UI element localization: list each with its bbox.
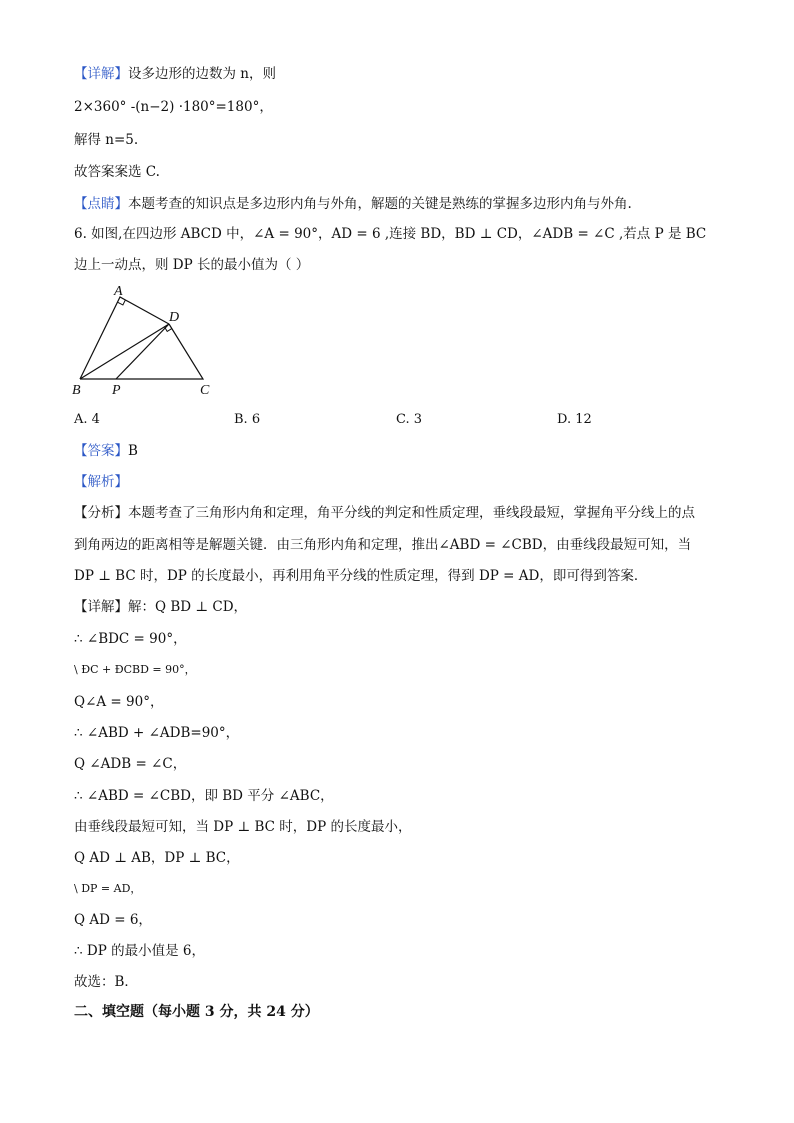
solution-step: ∴ ∠ABD = ∠CBD，即 BD 平分 ∠ABC， bbox=[74, 788, 334, 804]
label-D: D bbox=[169, 310, 180, 325]
label-B: B bbox=[72, 383, 81, 398]
solution-step: Q ∠ADB = ∠C， bbox=[74, 756, 187, 772]
solution-step: ∴ ∠ABD + ∠ADB=90°， bbox=[74, 725, 240, 741]
answer-line bbox=[74, 441, 138, 461]
solution-tag: 【详解】 bbox=[74, 599, 128, 615]
label-P: P bbox=[112, 383, 121, 398]
solution-step: ∴ ∠BDC = 90°， bbox=[74, 631, 187, 647]
answer-text: B bbox=[128, 443, 138, 459]
detail-text: 设多边形的边数为 n，则 bbox=[128, 66, 276, 82]
fenxi-line-1 bbox=[74, 503, 695, 523]
option-c: C. 3 bbox=[396, 412, 423, 427]
option-a: A. 4 bbox=[74, 412, 100, 427]
comment-line bbox=[74, 194, 632, 214]
solution-step: Q AD = 6， bbox=[74, 912, 152, 928]
section-title: 二、填空题（每小题 3 分，共 24 分） bbox=[74, 1004, 319, 1020]
question-6-line-1: 6. 如图,在四边形 ABCD 中，∠A = 90°，AD = 6 ,连接 BD，BD ⊥ CD，∠ADB = ∠C ,若点 P 是 BC bbox=[74, 226, 707, 242]
fenxi-tag: 【分析】 bbox=[74, 505, 128, 521]
analysis-tag-line bbox=[74, 472, 128, 492]
answer-tag: 【答案】 bbox=[74, 443, 128, 459]
option-b: B. 6 bbox=[234, 412, 261, 427]
equation-line: 2×360° -(n−2) ·180°=180°， bbox=[74, 99, 273, 115]
fenxi-line-2: 到角两边的距离相等是解题关键．由三角形内角和定理，推出∠ABD = ∠CBD，由垂线段最短可知，当 bbox=[74, 537, 692, 553]
solution-step: ∴ DP 的最小值是 6， bbox=[74, 943, 205, 959]
solution-step: Q AD ⊥ AB，DP ⊥ BC， bbox=[74, 850, 240, 866]
quadrilateral-figure bbox=[66, 282, 226, 402]
edge-D-C-B bbox=[80, 324, 203, 379]
answer-choice-line: 故答案案选 C. bbox=[74, 164, 160, 180]
question-6-line-2: 边上一动点，则 DP 长的最小值为（ ） bbox=[74, 257, 310, 273]
solution-line-first bbox=[74, 597, 247, 617]
solution-step: 故选：B． bbox=[74, 974, 138, 990]
label-A: A bbox=[114, 284, 123, 299]
comment-text: 本题考查的知识点是多边形内角与外角，解题的关键是熟练的掌握多边形内角与外角. bbox=[128, 196, 632, 212]
detail-line bbox=[74, 64, 276, 84]
solution-first-text: 解：Q BD ⊥ CD， bbox=[128, 599, 248, 615]
solution-step: \ DP = AD， bbox=[74, 882, 142, 895]
comment-tag: 【点睛】 bbox=[74, 196, 128, 212]
solution-step: \ ÐC + ÐCBD = 90°， bbox=[74, 663, 196, 676]
fenxi-line-3: DP ⊥ BC 时，DP 的长度最小，再利用角平分线的性质定理，得到 DP = AD，即可得到答案． bbox=[74, 568, 648, 584]
solve-line: 解得 n=5. bbox=[74, 132, 139, 148]
analysis-tag: 【解析】 bbox=[74, 474, 128, 490]
solution-step: 由垂线段最短可知，当 DP ⊥ BC 时，DP 的长度最小， bbox=[74, 819, 412, 835]
label-C: C bbox=[200, 383, 210, 398]
solution-step: Q∠A = 90°， bbox=[74, 694, 164, 710]
detail-tag: 【详解】 bbox=[74, 66, 128, 82]
fenxi-text-1: 本题考查了三角形内角和定理，角平分线的判定和性质定理，垂线段最短，掌握角平分线上的点 bbox=[128, 505, 695, 521]
option-d: D. 12 bbox=[557, 412, 592, 427]
